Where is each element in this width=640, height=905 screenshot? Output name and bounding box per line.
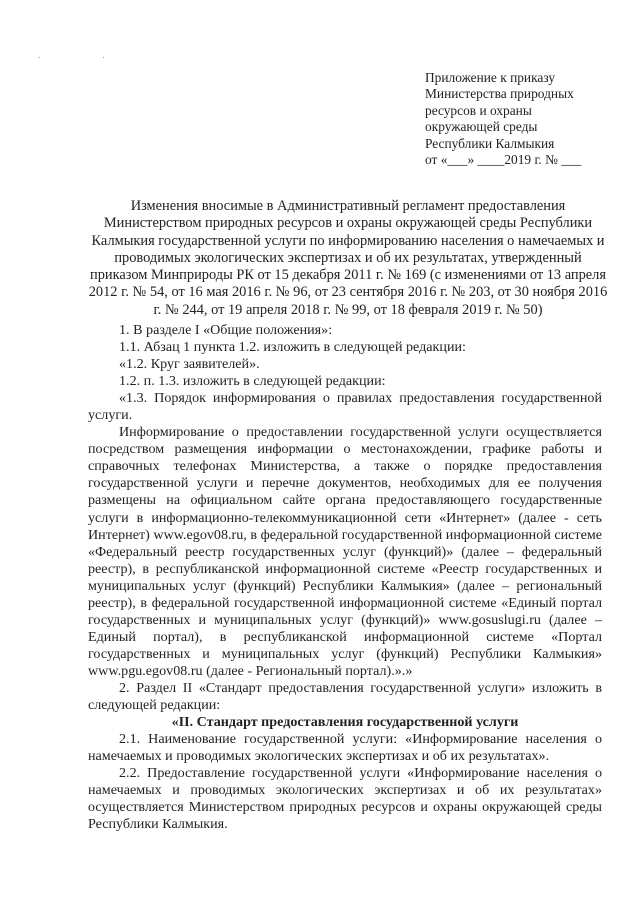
- paragraph: 2.1. Наименование государственной услуги: «Информирование населения о намечаемых и проводимых экологических экспертизах и об их результатах».: [88, 731, 602, 765]
- paragraph: 2.2. Предоставление государственной услуги «Информирование населения о намечаемых и проводимых экологических экспертизах и об их результатах» осуществляется Министерством природных ресурсов и охраны окружающей среды Республики Калмыкия.: [88, 765, 602, 833]
- appendix-line: ресурсов и охраны: [425, 102, 532, 118]
- appendix-line: Приложение к приказу: [425, 70, 556, 85]
- paragraph: «1.2. Круг заявителей».: [119, 356, 260, 373]
- appendix-line: окружающей среды: [425, 119, 538, 135]
- paragraph: 1.1. Абзац 1 пункта 1.2. изложить в следующей редакции:: [119, 339, 466, 356]
- paragraph: Информирование о предоставлении государственной услуги осуществляется посредством размещения информации о местонахождении, графике работы и справочных телефонах Министерства, а также о порядке предоставления государственной услуги и перечне документов, необходимых для ее получения размещены на официальном сайте органа предоставляющего государственные услуги в информационно-телекоммуникационной сети «Интернет» (далее - сеть Интернет) www.egov08.ru, в федеральной государственной информационной системе «Федеральный реестр государственных услуг (функций)» (далее – федеральный реестр), в республиканской информационной системе «Реестр государственных и муниципальных услуг (функций) Республики Калмыкия» (далее – региональный реестр), в федеральной государственной информационной системе «Единый портал государственных и муниципальных услуг (функций)» www.gosuslugi.ru (далее – Единый портал), в республиканской информационной системе «Портал государственных и муниципальных услуг (функций) Республики Калмыкия» www.pgu.egov08.ru (далее - Региональный портал).».»: [88, 424, 602, 679]
- document-heading: Изменения вносимые в Административный регламент предоставления Министерством природных ресурсов и охраны окружающей среды Республики Калмыкия государственной услуги по информированию населения о намечаемых и проводимых экологических экспертизах и об их результатах, утвержденный приказом Минприроды РК от 15 декабря 2011 г. № 169 (с изменениями от 13 апреля 2012 г. № 54, от 16 мая 2016 г. № 96, от 23 сентября 2016 г. № 203, от 30 ноября 2016 г. № 244, от 19 апреля 2018 г. № 99, от 18 февраля 2019 г. № 50): [88, 198, 608, 318]
- appendix-line: от «___» ____2019 г. № ___: [425, 152, 582, 168]
- section-title: «II. Стандарт предоставления государственной услуги: [171, 714, 519, 731]
- paragraph: «1.3. Порядок информирования о правилах предоставления государственной услуги.: [88, 390, 602, 424]
- appendix-line: Республики Калмыкия: [425, 135, 555, 151]
- scan-marks: . .: [38, 50, 135, 60]
- appendix-note: [425, 70, 615, 168]
- document-body: [88, 322, 602, 833]
- paragraph: 1. В разделе I «Общие положения»:: [119, 322, 333, 338]
- paragraph: 2. Раздел II «Стандарт предоставления государственной услуги» изложить в следующей редакции:: [88, 679, 602, 714]
- paragraph: 1.2. п. 1.3. изложить в следующей редакции:: [119, 373, 386, 390]
- appendix-line: Министерства природных: [425, 86, 574, 102]
